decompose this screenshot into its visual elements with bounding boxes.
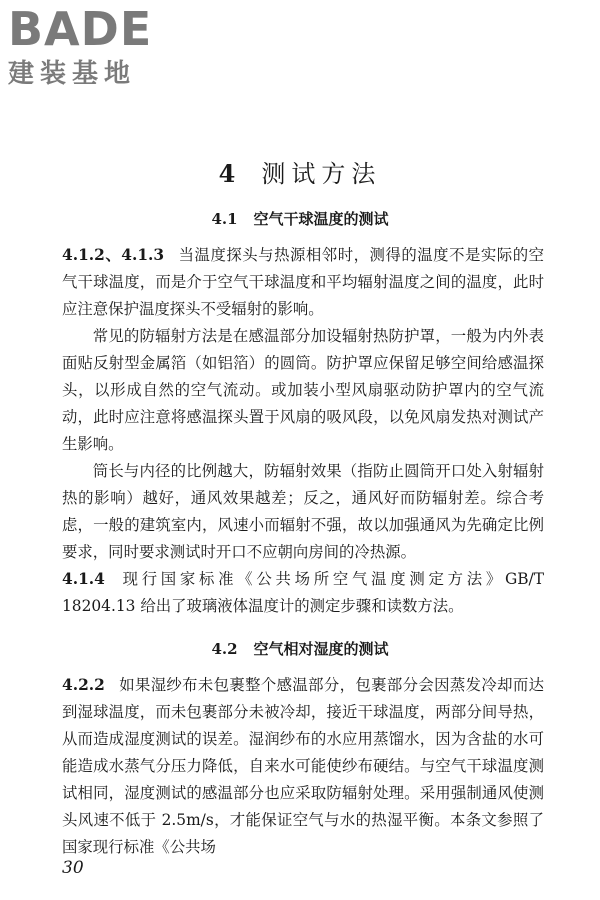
clause-number: 4.1.2、4.1.3 [62, 246, 165, 264]
paragraph-text: 常见的防辐射方法是在感温部分加设辐射热防护罩，一般为内外表面贴反射型金属箔（如铝箔）的圆筒。防护罩应保留足够空间给感温探头，以形成自然的空气流动。或加装小型风扇驱动防护罩内的空气流动，此时应注意将感温探头置于风扇的吸风段，以免风扇发热对测试产生影响。 [62, 327, 544, 453]
paragraph-radiation-methods [62, 323, 544, 458]
chapter-number: 4 [218, 159, 242, 188]
logo-wordmark: BADE [8, 2, 153, 56]
page-number: 30 [62, 858, 84, 878]
chapter-title: 测试方法 [261, 160, 382, 188]
section-heading-4-1 [0, 208, 600, 229]
paragraph-length-ratio [62, 458, 544, 566]
chapter-heading [0, 154, 600, 189]
section-title: 空气相对湿度的测试 [253, 640, 389, 658]
paragraph-4-1-4 [62, 566, 544, 620]
paragraph-text: 筒长与内径的比例越大，防辐射效果（指防止圆筒开口处入射辐射热的影响）越好，通风效果越差；反之，通风好而防辐射差。综合考虑，一般的建筑室内，风速小而辐射不强，故以加强通风为先确定比例要求，同时要求测试时开口不应朝向房间的冷热源。 [62, 462, 544, 561]
section-title: 空气干球温度的测试 [253, 210, 389, 228]
logo-subtitle: 建装基地 [8, 59, 137, 89]
bade-logo [8, 4, 178, 94]
paragraph-4-2-2 [62, 672, 544, 861]
section-number: 4.2 [211, 640, 238, 658]
paragraph-text: 当温度探头与热源相邻时，测得的温度不是实际的空气干球温度，而是介于空气干球温度和平均辐射温度之间的温度，此时应注意保护温度探头不受辐射的影响。 [62, 246, 544, 318]
clause-number: 4.2.2 [62, 676, 105, 694]
paragraph-4-1-2 [62, 242, 544, 323]
paragraph-text: 如果湿纱布未包裹整个感温部分，包裹部分会因蒸发冷却而达到湿球温度，而未包裹部分未被冷却，接近干球温度，两部分间导热，从而造成湿度测试的误差。湿润纱布的水应用蒸馏水，因为含盐的水可能造成水蒸气分压力降低，自来水可能使纱布硬结。与空气干球温度测试相同，湿度测试的感温部分也应采取防辐射处理。采用强制通风使测头风速不低于 2.5m/s，才能保证空气与水的热湿平衡。本条文参照了国家现行标准《公共场 [62, 676, 544, 856]
clause-number: 4.1.4 [62, 570, 105, 588]
section-number: 4.1 [211, 210, 238, 228]
paragraph-text: 现行国家标准《公共场所空气温度测定方法》GB/T 18204.13 给出了玻璃液体温度计的测定步骤和读数方法。 [62, 570, 544, 615]
section-heading-4-2 [0, 638, 600, 659]
